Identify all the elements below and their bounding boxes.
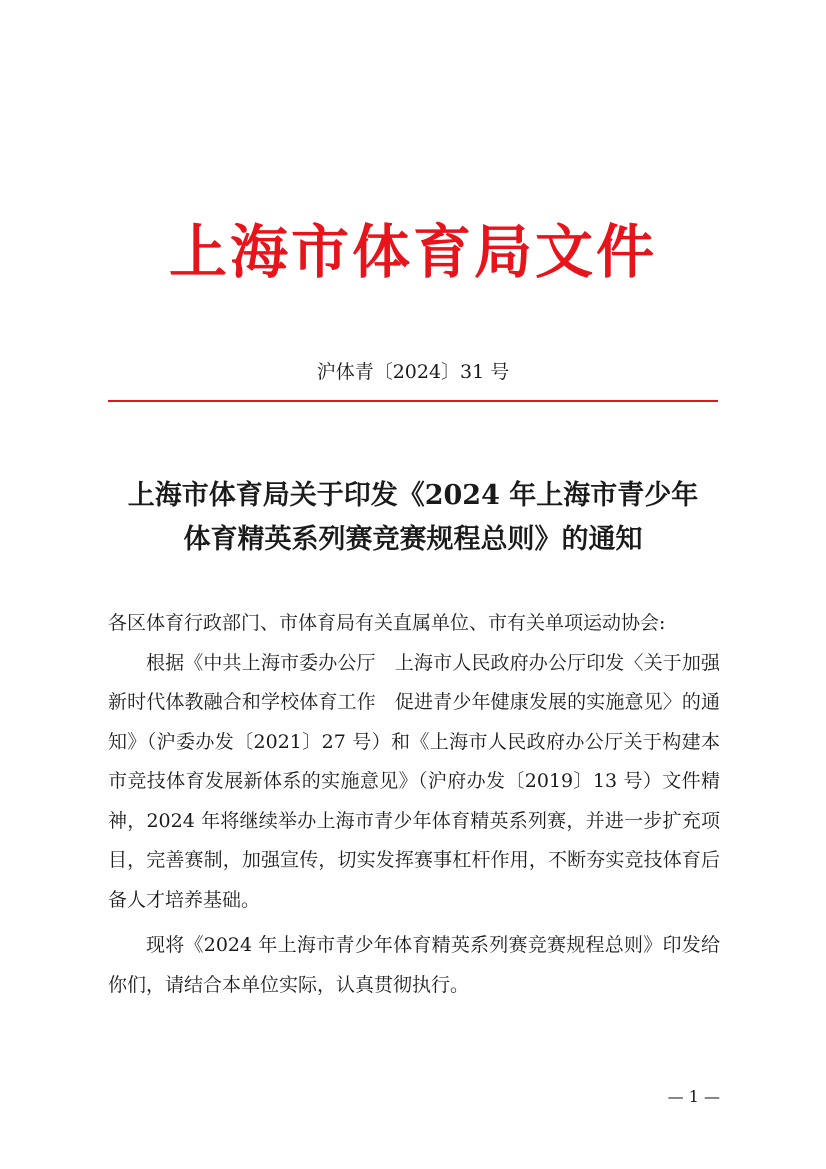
body-paragraph-1: 根据《中共上海市委办公厅 上海市人民政府办公厅印发〈关于加强新时代体教融合和学校体育工作 促进青少年健康发展的实施意见〉的通知》（沪委办发〔2021〕27 号）和《上海市人民政府办公厅关于构建本市竞技体育发展新体系的实施意见》（沪府办发〔2019〕13 号）文件精神，2024 年将继续举办上海市青少年体育精英系列赛，并进一步扩充项目，完善赛制，加强宣传，切实发挥赛事杠杆作用，不断夯实竞技体育后备人才培养基础。 bbox=[108, 651, 720, 911]
document-number: 沪体青〔2024〕31 号 bbox=[316, 361, 510, 383]
title-line-2: 体育精英系列赛竞赛规程总则》的通知 bbox=[183, 524, 643, 555]
red-divider-line bbox=[108, 400, 718, 402]
masthead-title: 上海市体育局文件 bbox=[168, 218, 657, 286]
title-line-1: 上海市体育局关于印发《2024 年上海市青少年 bbox=[127, 480, 699, 511]
body-paragraph-2: 现将《2024 年上海市青少年体育精英系列赛竞赛规程总则》印发给你们，请结合本单位实际，认真贯彻执行。 bbox=[108, 934, 720, 996]
page-number: — 1 — bbox=[667, 1087, 720, 1106]
salutation: 各区体育行政部门、市体育局有关直属单位、市有关单项运动协会: bbox=[108, 612, 666, 634]
document-body bbox=[108, 604, 720, 1005]
document-title bbox=[100, 474, 726, 562]
